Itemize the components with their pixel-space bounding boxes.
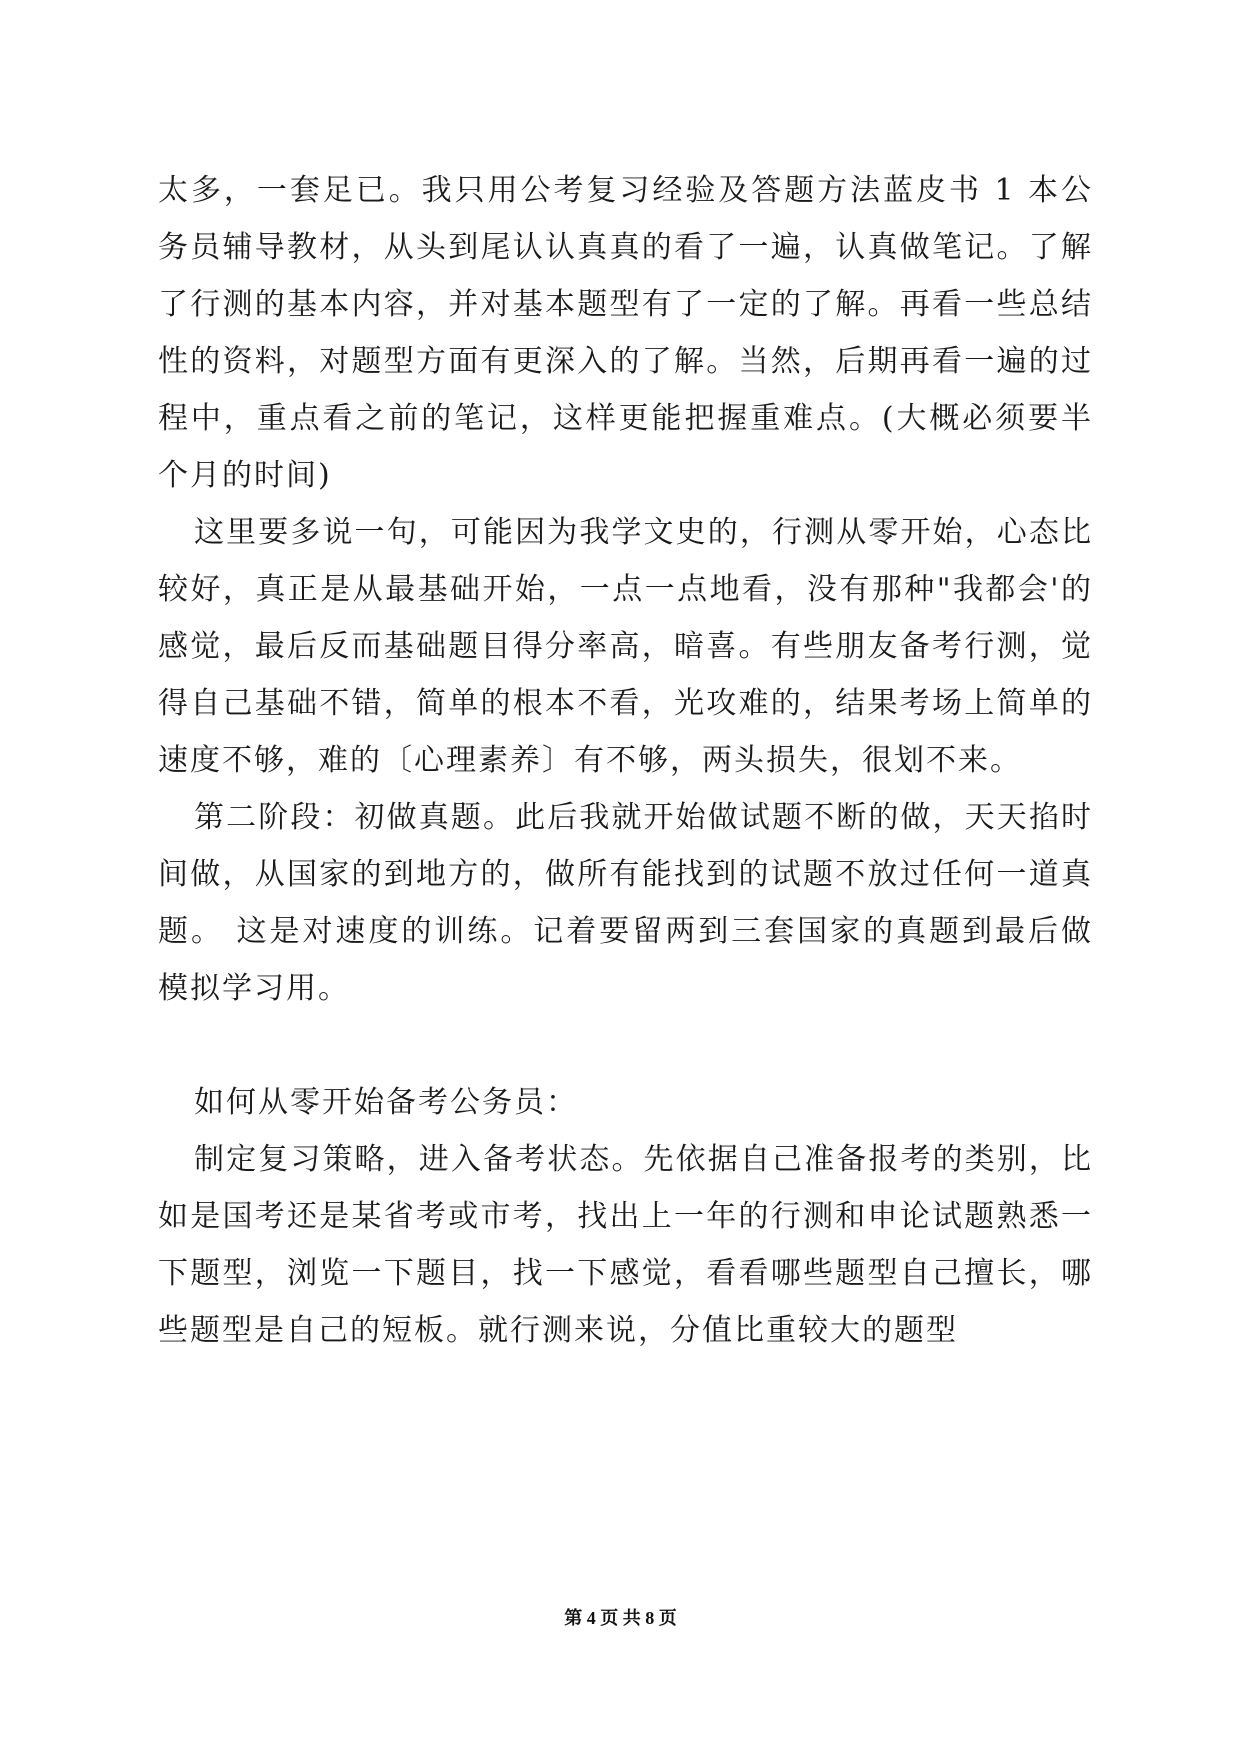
document-body xyxy=(158,162,1093,1359)
paragraph-stage-two: 第二阶段：初做真题。此后我就开始做试题不断的做，天天掐时间做，从国家的到地方的，做所有能找到的试题不放过任何一道真题。 这是对速度的训练。记着要留两到三套国家的真题到最后做模拟学习用。 xyxy=(158,800,1093,1006)
paragraph-spacer xyxy=(158,1017,1093,1074)
section-heading: 如何从零开始备考公务员： xyxy=(194,1085,578,1120)
paragraph-continuation: 太多，一套足已。我只用公考复习经验及答题方法蓝皮书 1 本公务员辅导教材，从头到尾认认真真的看了一遍，认真做笔记。了解了行测的基本内容，并对基本题型有了一定的了解。再看一些总结性的资料，对题型方面有更深入的了解。当然，后期再看一遍的过程中，重点看之前的笔记，这样更能把握重难点。(大概必须要半个月的时间) xyxy=(158,173,1093,493)
paragraph-strategy: 制定复习策略，进入备考状态。先依据自己准备报考的类别，比如是国考还是某省考或市考，找出上一年的行测和申论试题熟悉一下题型，浏览一下题目，找一下感觉，看看哪些题型自己擅长，哪些题型是自己的短板。就行测来说，分值比重较大的题型 xyxy=(158,1142,1093,1348)
paragraph-note: 这里要多说一句，可能因为我学文史的，行测从零开始，心态比较好，真正是从最基础开始，一点一点地看，没有那种"我都会'的感觉，最后反而基础题目得分率高，暗喜。有些朋友备考行测，觉得自己基础不错，简单的根本不看，光攻难的，结果考场上简单的速度不够，难的〔心理素养〕有不够，两头损失，很划不来。 xyxy=(158,515,1093,778)
page-number-footer: 第 4 页 共 8 页 xyxy=(564,1608,677,1628)
